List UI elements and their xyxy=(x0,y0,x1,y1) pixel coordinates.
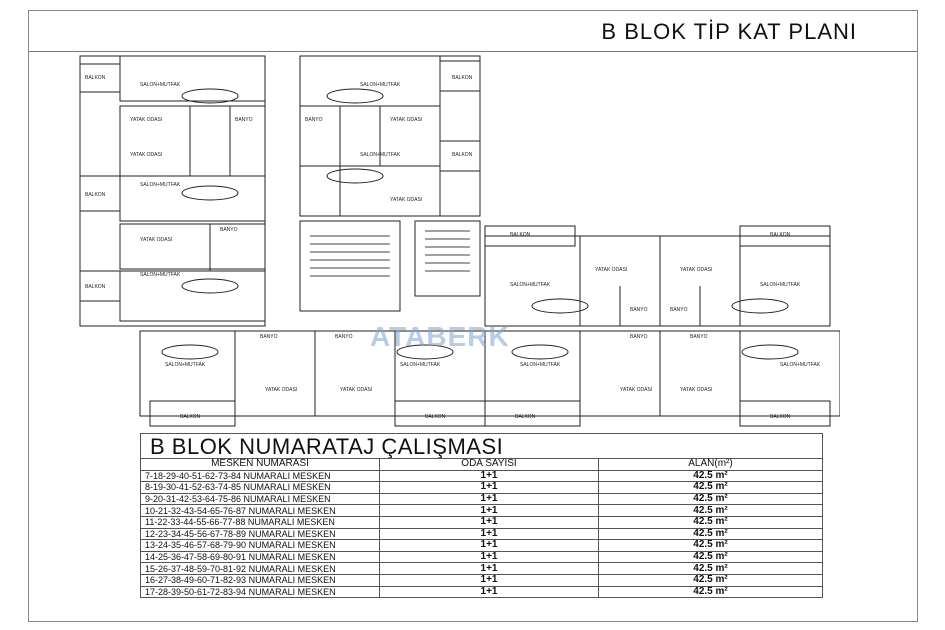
svg-text:BANYO: BANYO xyxy=(335,334,353,340)
numbering-table xyxy=(140,458,823,598)
svg-text:YATAK ODASI: YATAK ODASI xyxy=(340,387,373,393)
table-header-row xyxy=(141,459,823,471)
svg-text:SALON+MUTFAK: SALON+MUTFAK xyxy=(165,362,206,368)
oda-cell: 1+1 xyxy=(380,574,599,586)
mesken-cell: 11-22-33-44-55-66-77-88 NUMARALI MESKEN xyxy=(141,516,380,528)
svg-text:BANYO: BANYO xyxy=(630,307,648,313)
svg-text:BANYO: BANYO xyxy=(630,334,648,340)
alan-cell: 42.5 m² xyxy=(599,516,823,528)
table-row xyxy=(141,563,823,575)
oda-cell: 1+1 xyxy=(380,551,599,563)
oda-cell: 1+1 xyxy=(380,563,599,575)
table-title: B BLOK NUMARATAJ ÇALIŞMASI xyxy=(150,434,504,459)
svg-text:BALKON: BALKON xyxy=(515,414,536,420)
mesken-cell: 13-24-35-46-57-68-79-90 NUMARALI MESKEN xyxy=(141,540,380,552)
page-title: B BLOK TİP KAT PLANI xyxy=(601,19,857,44)
svg-text:YATAK ODASI: YATAK ODASI xyxy=(620,387,653,393)
header-mesken: MESKEN NUMARASI xyxy=(141,459,380,471)
svg-text:BALKON: BALKON xyxy=(425,414,446,420)
svg-text:BANYO: BANYO xyxy=(235,117,253,123)
alan-cell: 42.5 m² xyxy=(599,528,823,540)
table-row xyxy=(141,586,823,598)
mesken-cell: 9-20-31-42-53-64-75-86 NUMARALI MESKEN xyxy=(141,493,380,505)
svg-text:SALON+MUTFAK: SALON+MUTFAK xyxy=(520,362,561,368)
table-row xyxy=(141,505,823,517)
svg-text:SALON+MUTFAK: SALON+MUTFAK xyxy=(360,82,401,88)
svg-text:SALON+MUTFAK: SALON+MUTFAK xyxy=(140,182,181,188)
mesken-cell: 8-19-30-41-52-63-74-85 NUMARALI MESKEN xyxy=(141,482,380,494)
header-oda: ODA SAYISI xyxy=(380,459,599,471)
mesken-cell: 7-18-29-40-51-62-73-84 NUMARALI MESKEN xyxy=(141,470,380,482)
svg-text:SALON+MUTFAK: SALON+MUTFAK xyxy=(140,272,181,278)
alan-cell: 42.5 m² xyxy=(599,563,823,575)
svg-text:BALKON: BALKON xyxy=(85,284,106,290)
svg-text:BALKON: BALKON xyxy=(770,414,791,420)
oda-cell: 1+1 xyxy=(380,528,599,540)
svg-text:SALON+MUTFAK: SALON+MUTFAK xyxy=(760,282,801,288)
svg-text:BALKON: BALKON xyxy=(452,75,473,81)
svg-text:BANYO: BANYO xyxy=(260,334,278,340)
alan-cell: 42.5 m² xyxy=(599,482,823,494)
floor-plan-drawing xyxy=(40,46,840,431)
svg-text:BANYO: BANYO xyxy=(670,307,688,313)
table-row xyxy=(141,470,823,482)
svg-text:BALKON: BALKON xyxy=(510,232,531,238)
mesken-cell: 17-28-39-50-61-72-83-94 NUMARALI MESKEN xyxy=(141,586,380,598)
svg-text:YATAK ODASI: YATAK ODASI xyxy=(390,197,423,203)
alan-cell: 42.5 m² xyxy=(599,574,823,586)
oda-cell: 1+1 xyxy=(380,482,599,494)
oda-cell: 1+1 xyxy=(380,516,599,528)
mesken-cell: 15-26-37-48-59-70-81-92 NUMARALI MESKEN xyxy=(141,563,380,575)
table-row xyxy=(141,528,823,540)
svg-text:BANYO: BANYO xyxy=(305,117,323,123)
svg-text:SALON+MUTFAK: SALON+MUTFAK xyxy=(400,362,441,368)
svg-text:YATAK ODASI: YATAK ODASI xyxy=(680,267,713,273)
svg-text:YATAK ODASI: YATAK ODASI xyxy=(130,152,163,158)
svg-text:SALON+MUTFAK: SALON+MUTFAK xyxy=(140,82,181,88)
table-row xyxy=(141,516,823,528)
svg-text:BALKON: BALKON xyxy=(452,152,473,158)
svg-text:YATAK ODASI: YATAK ODASI xyxy=(595,267,628,273)
table-row xyxy=(141,574,823,586)
table-row xyxy=(141,540,823,552)
svg-text:SALON+MUTFAK: SALON+MUTFAK xyxy=(360,152,401,158)
table-row xyxy=(141,551,823,563)
table-row xyxy=(141,493,823,505)
oda-cell: 1+1 xyxy=(380,505,599,517)
svg-text:BALKON: BALKON xyxy=(180,414,201,420)
svg-text:SALON+MUTFAK: SALON+MUTFAK xyxy=(510,282,551,288)
oda-cell: 1+1 xyxy=(380,540,599,552)
oda-cell: 1+1 xyxy=(380,493,599,505)
svg-text:YATAK ODASI: YATAK ODASI xyxy=(390,117,423,123)
svg-text:BALKON: BALKON xyxy=(770,232,791,238)
svg-text:YATAK ODASI: YATAK ODASI xyxy=(140,237,173,243)
mesken-cell: 14-25-36-47-58-69-80-91 NUMARALI MESKEN xyxy=(141,551,380,563)
svg-text:BANYO: BANYO xyxy=(690,334,708,340)
mesken-cell: 10-21-32-43-54-65-76-87 NUMARALI MESKEN xyxy=(141,505,380,517)
oda-cell: 1+1 xyxy=(380,470,599,482)
svg-text:YATAK ODASI: YATAK ODASI xyxy=(130,117,163,123)
svg-text:BALKON: BALKON xyxy=(85,192,106,198)
svg-text:YATAK ODASI: YATAK ODASI xyxy=(680,387,713,393)
svg-text:YATAK ODASI: YATAK ODASI xyxy=(265,387,298,393)
stair-core xyxy=(300,221,400,311)
alan-cell: 42.5 m² xyxy=(599,505,823,517)
alan-cell: 42.5 m² xyxy=(599,540,823,552)
header-alan: ALAN(m²) xyxy=(599,459,823,471)
floor-plan xyxy=(40,46,840,431)
wing-right-outline xyxy=(485,236,830,326)
svg-text:BANYO: BANYO xyxy=(220,227,238,233)
svg-text:BALKON: BALKON xyxy=(85,75,106,81)
alan-cell: 42.5 m² xyxy=(599,551,823,563)
watermark: ATABERK xyxy=(370,321,510,352)
alan-cell: 42.5 m² xyxy=(599,493,823,505)
svg-text:SALON+MUTFAK: SALON+MUTFAK xyxy=(780,362,821,368)
table-row xyxy=(141,482,823,494)
mesken-cell: 16-27-38-49-60-71-82-93 NUMARALI MESKEN xyxy=(141,574,380,586)
mesken-cell: 12-23-34-45-56-67-78-89 NUMARALI MESKEN xyxy=(141,528,380,540)
alan-cell: 42.5 m² xyxy=(599,470,823,482)
oda-cell: 1+1 xyxy=(380,586,599,598)
alan-cell: 42.5 m² xyxy=(599,586,823,598)
